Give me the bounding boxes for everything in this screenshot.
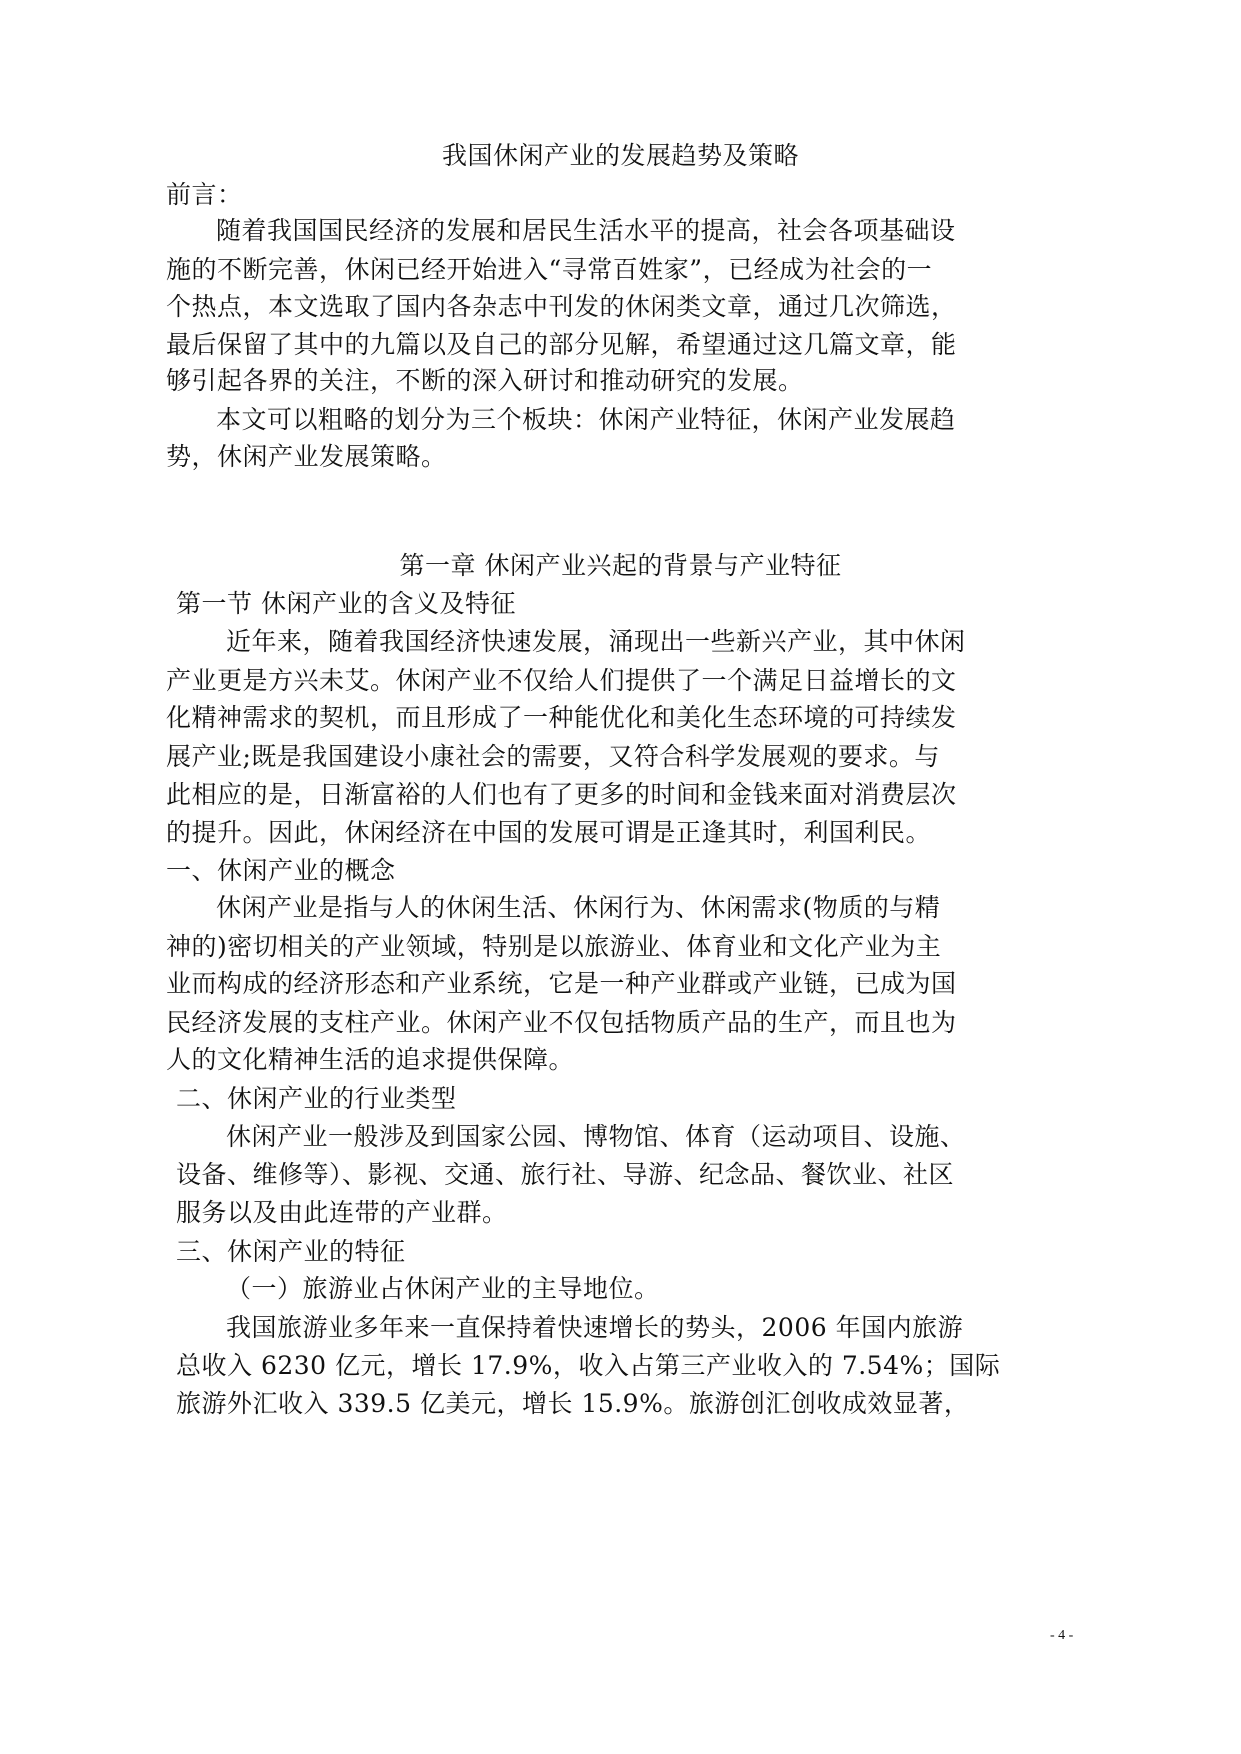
concept-paragraph-line: 休闲产业是指与人的休闲生活、休闲行为、休闲需求(物质的与精 (216, 893, 941, 922)
features-heading: 三、休闲产业的特征 (176, 1237, 406, 1266)
preface-paragraph-line: 施的不断完善，休闲已经开始进入“寻常百姓家”，已经成为社会的一 (166, 255, 933, 284)
section-paragraph-line: 的提升。因此，休闲经济在中国的发展可谓是正逢其时，利国利民。 (166, 818, 932, 847)
section-paragraph-line: 近年来，随着我国经济快速发展，涌现出一些新兴产业，其中休闲 (226, 627, 966, 656)
preface-paragraph-line: 随着我国国民经济的发展和居民生活水平的提高，社会各项基础设 (216, 216, 956, 245)
concept-paragraph-line: 神的)密切相关的产业领域，特别是以旅游业、体育业和文化产业为主 (166, 932, 942, 961)
preface-paragraph-line: 最后保留了其中的九篇以及自己的部分见解，希望通过这几篇文章，能 (166, 330, 957, 359)
tourism-paragraph-line: 我国旅游业多年来一直保持着快速增长的势头，2006 年国内旅游 (226, 1313, 964, 1342)
preface-paragraph-line: 势，休闲产业发展策略。 (166, 442, 447, 471)
preface-paragraph-line: 个热点，本文选取了国内各杂志中刊发的休闲类文章，通过几次筛选， (166, 292, 957, 321)
types-paragraph-line: 服务以及由此连带的产业群。 (176, 1198, 508, 1227)
concept-paragraph-line: 人的文化精神生活的追求提供保障。 (166, 1045, 575, 1074)
section-paragraph-line: 化精神需求的契机，而且形成了一种能优化和美化生态环境的可持续发 (166, 703, 957, 732)
section-paragraph-line: 产业更是方兴未艾。休闲产业不仅给人们提供了一个满足日益增长的文 (166, 666, 957, 695)
tourism-paragraph-line: 总收入 6230 亿元，增长 17.9%，收入占第三产业收入的 7.54%；国际 (176, 1351, 1001, 1380)
section-title: 第一节 休闲产业的含义及特征 (176, 589, 516, 618)
document-title: 我国休闲产业的发展趋势及策略 (441, 141, 799, 170)
concept-heading: 一、休闲产业的概念 (166, 856, 396, 885)
preface-paragraph-line: 本文可以粗略的划分为三个板块：休闲产业特征，休闲产业发展趋 (216, 405, 956, 434)
section-paragraph-line: 展产业;既是我国建设小康社会的需要，又符合科学发展观的要求。与 (166, 742, 940, 771)
preface-heading: 前言： (166, 180, 243, 209)
page-number: - 4 - (1050, 1628, 1074, 1643)
concept-paragraph-line: 业而构成的经济形态和产业系统，它是一种产业群或产业链，已成为国 (166, 969, 957, 998)
chapter-title: 第一章 休闲产业兴起的背景与产业特征 (399, 551, 842, 580)
types-paragraph-line: 休闲产业一般涉及到国家公园、博物馆、体育（运动项目、设施、 (226, 1122, 966, 1151)
types-paragraph-line: 设备、维修等）、影视、交通、旅行社、导游、纪念品、餐饮业、社区 (176, 1160, 955, 1189)
preface-paragraph-line: 够引起各界的关注，不断的深入研讨和推动研究的发展。 (166, 366, 804, 395)
industry-types-heading: 二、休闲产业的行业类型 (176, 1084, 457, 1113)
concept-paragraph-line: 民经济发展的支柱产业。休闲产业不仅包括物质产品的生产，而且也为 (166, 1008, 957, 1037)
tourism-paragraph-line: 旅游外汇收入 339.5 亿美元，增长 15.9%。旅游创汇创收成效显著， (176, 1389, 970, 1418)
tourism-subheading: （一）旅游业占休闲产业的主导地位。 (226, 1274, 660, 1303)
section-paragraph-line: 此相应的是，日渐富裕的人们也有了更多的时间和金钱来面对消费层次 (166, 780, 957, 809)
